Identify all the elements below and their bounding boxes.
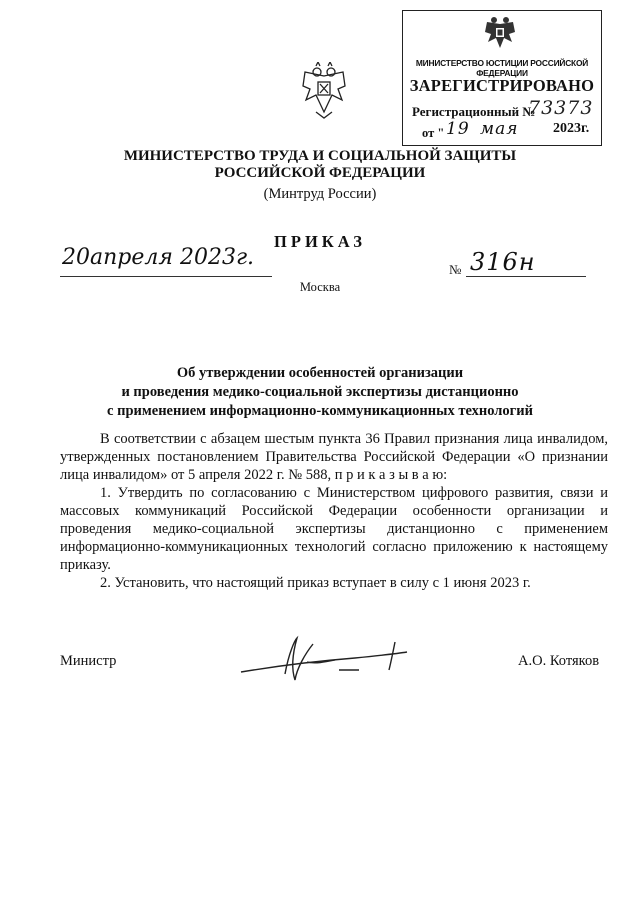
ministry-name <box>0 148 640 182</box>
stamp-reg-number: 73373 <box>528 97 594 119</box>
coat-of-arms-icon <box>302 62 346 122</box>
order-date: 20апреля 2023г. <box>62 245 255 270</box>
title-line-1: Об утверждении особенностей организации <box>176 365 464 381</box>
preamble: В соответствии с абзацем шестым пункта 36 Правил признания лица инвалидом, утвержденных постановлением Правительства Российской Федерации «О признании лица инвалидом» от 5 апреля 2022 г. № 588, п р и к а з ы в а ю: <box>60 431 608 483</box>
number-underline <box>466 276 586 277</box>
signer-position: Министр <box>60 653 117 669</box>
item-2: 2. Установить, что настоящий приказ вступает в силу с 1 июня 2023 г. <box>100 575 531 591</box>
item-1: 1. Утвердить по согласованию с Министерством цифрового развития, связи и массовых коммуникаций Российской Федерации особенности организации и проведения медико-социальной экспертизы дистанционно с применением информационно-коммуникационных технологий согласно приложению к настоящему приказу. <box>60 485 608 573</box>
ministry-line-1: МИНИСТЕРСТВО ТРУДА И СОЦИАЛЬНОЙ ЗАЩИТЫ <box>123 148 517 164</box>
document-body <box>60 430 608 592</box>
order-number-label: № <box>449 262 462 277</box>
signer-name: А.О. Котяков <box>518 653 600 669</box>
order-title: ПРИКАЗ <box>274 232 366 251</box>
date-underline <box>60 276 272 277</box>
title-line-3: с применением информационно-коммуникационных технологий <box>107 403 533 419</box>
stamp-eagle-emblem-icon <box>483 14 517 54</box>
title-line-2: и проведения медико-социальной экспертизы дистанционно <box>121 384 519 400</box>
document-title <box>0 364 640 421</box>
order-city: Москва <box>299 280 341 294</box>
stamp-date-prefix: от " <box>422 126 445 140</box>
stamp-year: 2023г. <box>553 121 590 136</box>
stamp-month: мая <box>480 119 519 139</box>
ministry-line-2: РОССИЙСКОЙ ФЕДЕРАЦИИ <box>214 165 426 181</box>
order-number: 316н <box>470 248 536 276</box>
stamp-ministry: МИНИСТЕРСТВО ЮСТИЦИИ РОССИЙСКОЙ ФЕДЕРАЦИИ <box>415 58 589 78</box>
stamp-day: 19 <box>446 119 470 139</box>
stamp-reg-label: Регистрационный № <box>412 104 536 119</box>
ministry-short-name: (Минтруд России) <box>263 186 377 202</box>
handwritten-signature <box>235 632 415 692</box>
stamp-registered: ЗАРЕГИСТРИРОВАНО <box>409 76 595 95</box>
